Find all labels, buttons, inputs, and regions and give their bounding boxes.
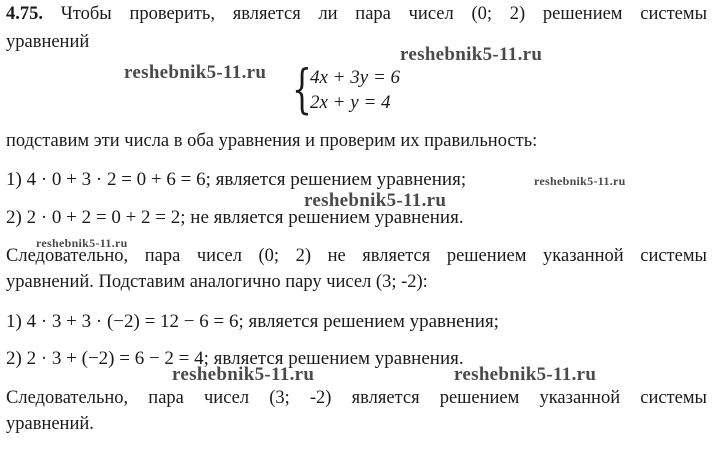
check-pair1-eq1: 1) 4 · 0 + 3 · 2 = 0 + 6 = 6; является решением уравнения;	[6, 169, 467, 190]
system-equation-1: 4x + 3y = 6	[310, 67, 401, 88]
conclusion1-line-1: Следовательно, пара чисел (0; 2) не является решением указанной системы	[6, 246, 707, 266]
problem-number: 4.75.	[6, 4, 43, 24]
system-equation-2: 2x + y = 4	[310, 92, 391, 113]
watermark: reshebnik5-11.ru	[534, 174, 626, 188]
problem-intro-line-1	[6, 4, 707, 25]
problem-intro-line-2: уравнений	[6, 32, 90, 52]
problem-intro-text: Чтобы проверить, является ли пара чисел (0; 2) решением системы	[60, 4, 708, 24]
watermark: reshebnik5-11.ru	[304, 190, 447, 211]
equation-system	[292, 60, 432, 120]
check-pair2-eq2: 2) 2 · 3 + (−2) = 6 − 2 = 4; является решением уравнения.	[6, 348, 464, 369]
substitute-text: подставим эти числа в оба уравнения и проверим их правильность:	[6, 131, 538, 151]
check-pair2-eq1: 1) 4 · 3 + 3 · (−2) = 12 − 6 = 6; является решением уравнения;	[6, 311, 499, 332]
conclusion2-line-1: Следовательно, пара чисел (3; -2) является решением указанной системы	[6, 388, 707, 408]
watermark: reshebnik5-11.ru	[124, 62, 267, 83]
watermark: reshebnik5-11.ru	[172, 364, 315, 385]
conclusion2-line-2: уравнений.	[6, 414, 94, 434]
watermark: reshebnik5-11.ru	[454, 364, 597, 385]
check-pair1-eq2: 2) 2 · 0 + 2 = 0 + 2 = 2; не является решением уравнения.	[6, 207, 464, 228]
conclusion1-line-2: уравнений. Подставим аналогично пару чисел (3; -2):	[6, 272, 428, 292]
watermark: reshebnik5-11.ru	[36, 236, 128, 250]
watermark: reshebnik5-11.ru	[400, 44, 543, 65]
system-brace: {	[292, 60, 312, 120]
